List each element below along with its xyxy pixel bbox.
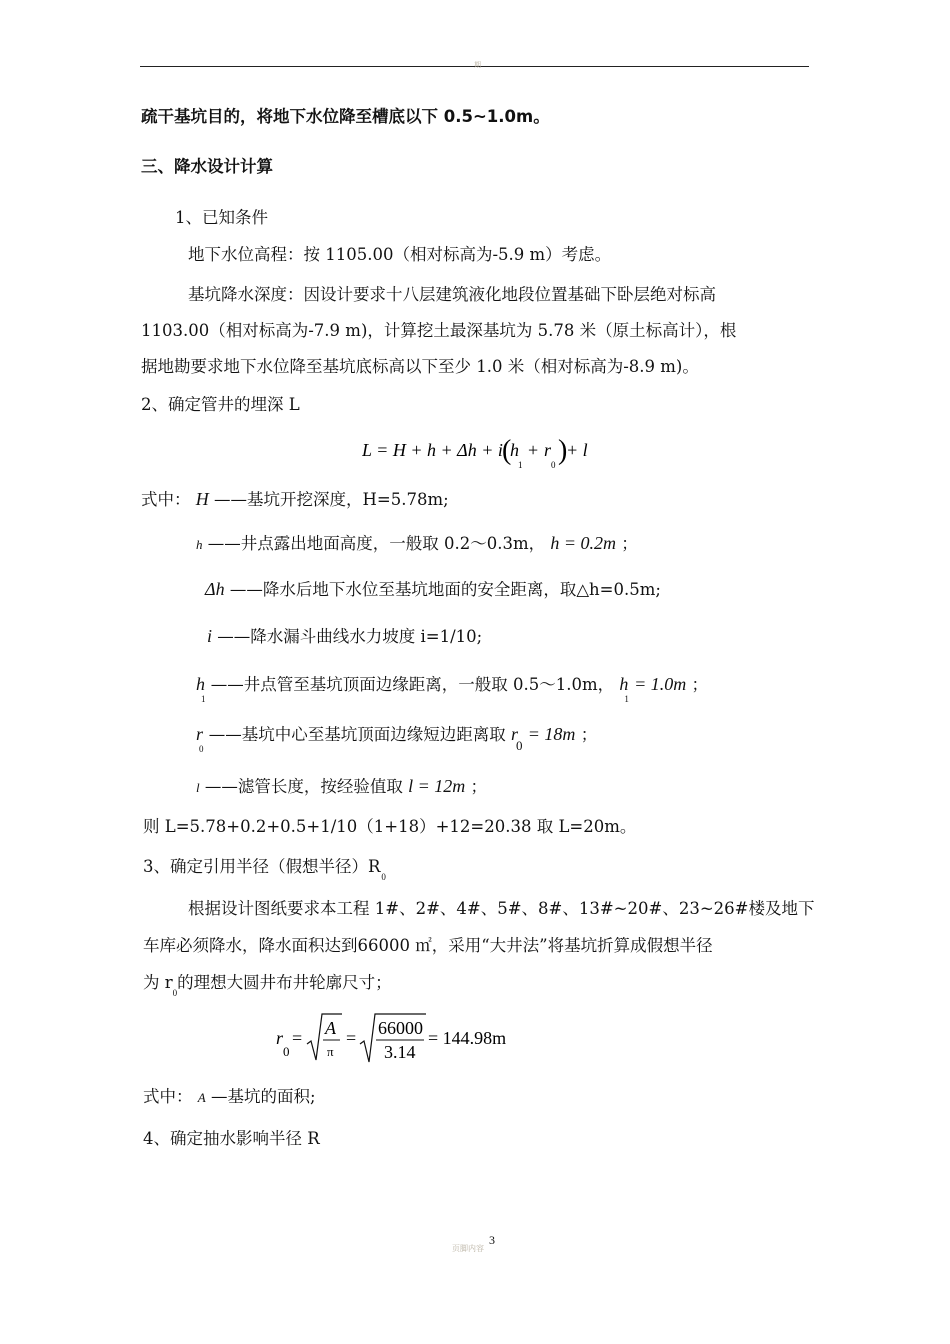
- formula-h1: h: [510, 440, 519, 460]
- symbol-l: l: [196, 780, 200, 795]
- formula-plus: +: [528, 440, 539, 460]
- paragraph-line: 疏干基坑目的，将地下水位降至槽底以下 0.5~1.0m。: [141, 107, 550, 126]
- inline-r0-sub: 0: [516, 738, 523, 753]
- definition-end: ；: [470, 777, 488, 796]
- definition-prefix: 式中：: [141, 490, 191, 509]
- inline-h1-sub: 1: [624, 694, 629, 704]
- definition-end: ；: [580, 725, 598, 744]
- definition-line: [205, 578, 661, 601]
- symbol-H: H: [195, 489, 209, 509]
- definition-equation: l = 12m: [408, 776, 466, 796]
- inline-h1: h: [619, 674, 629, 694]
- symbol-h: h: [196, 537, 203, 552]
- paragraph-text: 为 r: [143, 973, 173, 992]
- section-heading: 三、降水设计计算: [141, 157, 273, 176]
- heading-sub: 0: [381, 872, 386, 882]
- calculation-line: 则 L=5.78+0.2+0.5+1/10（1+18）+12=20.38 取 L=20m。: [143, 817, 637, 836]
- formula-well-depth-svg: [362, 432, 592, 472]
- formula-close-paren: ): [558, 435, 568, 466]
- definition-line: [143, 1086, 316, 1109]
- paragraph-line: 基坑降水深度：因设计要求十八层建筑液化地段位置基础下卧层绝对标高: [188, 285, 716, 304]
- definition-text: —基坑的面积;: [210, 1087, 316, 1106]
- subsection-heading: 1、已知条件: [175, 208, 268, 227]
- inline-r0: r: [511, 724, 519, 744]
- definition-text: ——降水漏斗曲线水力坡度 i=1/10;: [217, 627, 483, 646]
- formula-r0: r: [544, 440, 552, 460]
- paragraph-sub: 0: [172, 988, 178, 998]
- formula-result: = 144.98m: [428, 1028, 507, 1048]
- definition-line: [196, 775, 487, 799]
- definition-text: ——基坑开挖深度，H=5.78m;: [214, 490, 449, 509]
- definition-line: [196, 673, 709, 704]
- formula-den1: π: [327, 1044, 334, 1059]
- definition-text: ——井点管至基坑顶面边缘距离，一般取 0.5～1.0m，: [210, 675, 615, 694]
- paragraph-line: 地下水位高程：按 1105.00（相对标高为-5.9 m）考虑。: [188, 245, 612, 264]
- formula-num1: A: [325, 1018, 336, 1038]
- formula-h1-sub: 1: [518, 460, 523, 470]
- subsection-heading: [143, 856, 386, 880]
- formula-radius: [274, 1010, 524, 1070]
- symbol-delta-h: Δh: [205, 579, 225, 599]
- formula-well-depth: [362, 432, 592, 472]
- paragraph-line: 据地勘要求地下水位降至基坑底标高以下至少 1.0 米（相对标高为-8.9 m)。: [141, 357, 699, 376]
- definition-text: ——降水后地下水位至基坑地面的安全距离，取△h=0.5m;: [229, 580, 661, 599]
- definition-equation: h = 0.2m: [550, 533, 617, 553]
- formula-eq2: =: [346, 1028, 357, 1048]
- definition-line: [207, 625, 482, 648]
- paragraph-line: 车库必须降水，降水面积达到66000 ㎡，采用“大井法”将基坑折算成假想半径: [143, 936, 713, 955]
- formula-r0-sub: 0: [551, 460, 556, 470]
- definition-text: ——井点露出地面高度，一般取 0.2～0.3m，: [207, 534, 546, 553]
- formula-r-sub: 0: [283, 1044, 290, 1059]
- subsection-heading: 2、确定管井的埋深 L: [141, 395, 300, 414]
- definition-line: [196, 723, 598, 754]
- formula-radius-svg: [274, 1010, 524, 1070]
- formula-den2: 3.14: [384, 1042, 416, 1062]
- symbol-h1: h: [196, 674, 205, 694]
- formula-tail: + l: [566, 440, 588, 460]
- definition-line: [141, 488, 449, 511]
- symbol-A: A: [197, 1090, 206, 1105]
- symbol-i: i: [207, 626, 213, 646]
- subsection-heading: 4、确定抽水影响半径 R: [143, 1129, 320, 1148]
- definition-equation: = 18m: [527, 724, 576, 744]
- symbol-h1-sub: 1: [201, 694, 206, 704]
- symbol-r0-sub: 0: [199, 744, 204, 754]
- paragraph-line: [143, 972, 392, 996]
- formula-r: r: [276, 1028, 284, 1048]
- formula-lhs: L = H + h + Δh + i: [362, 440, 503, 460]
- header-text: 期: [474, 61, 481, 69]
- definition-prefix: 式中：: [143, 1087, 193, 1106]
- formula-num2: 66000: [378, 1018, 423, 1038]
- footer-text: 页脚内容: [452, 1244, 484, 1253]
- formula-open-paren: (: [502, 435, 512, 466]
- paragraph-line: 1103.00（相对标高为-7.9 m)，计算挖土最深基坑为 5.78 米（原土标高计），根: [141, 321, 737, 340]
- definition-equation: = 1.0m: [634, 674, 687, 694]
- page-number: 3: [489, 1233, 495, 1247]
- heading-text: 3、确定引用半径（假想半径）R: [143, 857, 381, 876]
- definition-end: ；: [691, 675, 709, 694]
- paragraph-line: 根据设计图纸要求本工程 1#、2#、4#、5#、8#、13#~20#、23~26#楼及地下: [188, 899, 815, 918]
- paragraph-text: 的理想大圆井布井轮廓尺寸；: [177, 973, 392, 992]
- definition-text: ——滤管长度，按经验值取: [204, 777, 403, 796]
- definition-end: ；: [621, 534, 638, 553]
- symbol-r0: r: [196, 724, 204, 744]
- definition-text: ——基坑中心至基坑顶面边缘短边距离取: [208, 725, 506, 744]
- formula-eq1: =: [292, 1028, 303, 1048]
- definition-line: [196, 532, 638, 556]
